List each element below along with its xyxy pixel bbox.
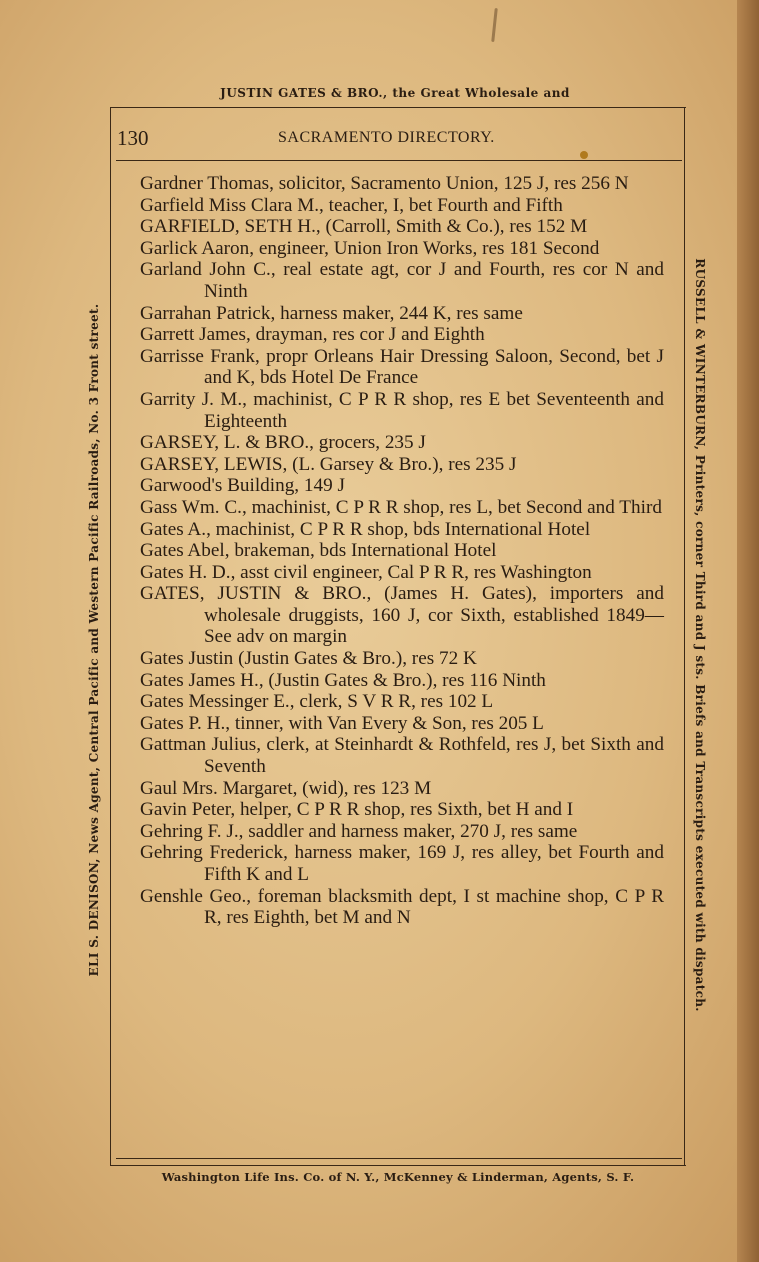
left-margin-advert-text: ELI S. DENISON, News Agent, Central Pacific and Western Pacific Railroads, No. 3 Front street. xyxy=(87,303,101,977)
page-edge-shadow xyxy=(737,0,759,1262)
directory-entry: Gehring Frederick, harness maker, 169 J, res alley, bet Fourth and Fifth K and L xyxy=(140,842,664,885)
bottom-advert-banner: Washington Life Ins. Co. of N. Y., McKenney & Linderman, Agents, S. F. xyxy=(161,1170,635,1184)
directory-entry: Gates P. H., tinner, with Van Every & Son, res 205 L xyxy=(140,712,544,734)
page-number: 130 xyxy=(117,126,149,150)
directory-entry: Gates Justin (Justin Gates & Bro.), res 72 K xyxy=(140,648,477,670)
directory-entry: Garland John C., real estate agt, cor J and Fourth, res cor N and Ninth xyxy=(140,259,664,302)
directory-entries xyxy=(140,173,664,929)
top-advert-banner: JUSTIN GATES & BRO., the Great Wholesale and xyxy=(220,86,570,100)
directory-entry: Garrity J. M., machinist, C P R R shop, res E bet Seventeenth and Eighteenth xyxy=(140,388,664,432)
directory-entry: Garrisse Frank, propr Orleans Hair Dressing Saloon, Second, bet J and K, bds Hotel De France xyxy=(140,345,664,389)
directory-entry: Gates H. D., asst civil engineer, Cal P R R, res Washington xyxy=(140,561,592,583)
frame-top-rule xyxy=(110,107,686,108)
header-rule xyxy=(116,160,682,161)
directory-entry: Gates James H., (Justin Gates & Bro.), res 116 Ninth xyxy=(140,669,546,691)
directory-entry: Gates Abel, brakeman, bds International Hotel xyxy=(140,540,497,562)
frame-right-rule xyxy=(684,107,685,1165)
directory-entry: GARSEY, LEWIS, (L. Garsey & Bro.), res 235 J xyxy=(140,453,517,475)
frame-left-rule xyxy=(110,107,111,1165)
directory-entry: GATES, JUSTIN & BRO., (James H. Gates), importers and wholesale druggists, 160 J, cor Sixth, established 1849—See adv on margin xyxy=(140,583,664,648)
frame-bottom-inner-rule xyxy=(116,1158,682,1159)
directory-entry: Gehring F. J., saddler and harness maker, 270 J, res same xyxy=(140,820,578,842)
directory-entry: GARFIELD, SETH H., (Carroll, Smith & Co.), res 152 M xyxy=(140,216,588,238)
directory-entry: Gardner Thomas, solicitor, Sacramento Union, 125 J, res 256 N xyxy=(140,173,629,194)
directory-entry: Gavin Peter, helper, C P R R shop, res Sixth, bet H and I xyxy=(140,799,574,821)
right-margin-advert xyxy=(690,195,710,1075)
right-margin-advert-text: RUSSELL & WINTERBURN, Printers, corner Third and J sts. Briefs and Transcripts executed with dispatch. xyxy=(693,258,707,1012)
directory-entry: Garfield Miss Clara M., teacher, I, bet Fourth and Fifth xyxy=(140,194,563,216)
directory-entry: Garlick Aaron, engineer, Union Iron Works, res 181 Second xyxy=(140,237,600,259)
running-head: SACRAMENTO DIRECTORY. xyxy=(278,129,495,146)
directory-entry: Garrahan Patrick, harness maker, 244 K, res same xyxy=(140,302,523,324)
directory-entry: Gass Wm. C., machinist, C P R R shop, res L, bet Second and Third xyxy=(140,496,662,518)
directory-entry: Garwood's Building, 149 J xyxy=(140,475,345,497)
pencil-mark xyxy=(491,8,498,42)
left-margin-advert xyxy=(84,250,104,1030)
directory-entry: Genshle Geo., foreman blacksmith dept, I st machine shop, C P R R, res Eighth, bet M and N xyxy=(140,885,664,929)
directory-entry: Gattman Julius, clerk, at Steinhardt & Rothfeld, res J, bet Sixth and Seventh xyxy=(140,734,664,778)
directory-entry: Gates Messinger E., clerk, S V R R, res 102 L xyxy=(140,691,494,713)
ink-spot xyxy=(580,151,588,159)
frame-bottom-rule xyxy=(110,1165,686,1166)
directory-entry: Garrett James, drayman, res cor J and Eighth xyxy=(140,324,485,346)
directory-entry: Gaul Mrs. Margaret, (wid), res 123 M xyxy=(140,777,432,799)
directory-entry: Gates A., machinist, C P R R shop, bds International Hotel xyxy=(140,518,591,540)
directory-entry: GARSEY, L. & BRO., grocers, 235 J xyxy=(140,432,426,454)
